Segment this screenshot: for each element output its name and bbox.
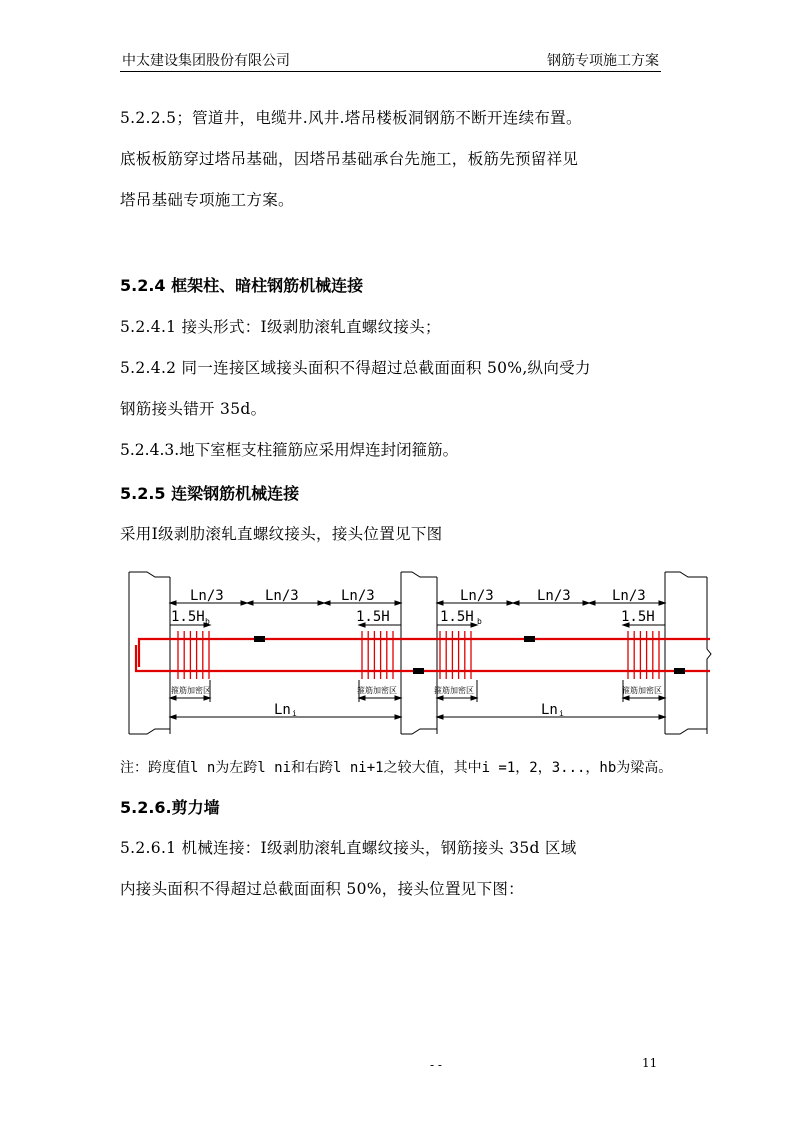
paragraph-5242-line1: 5.2.4.2 同一连接区域接头面积不得超过总截面面积 50%,纵向受力 xyxy=(120,359,591,377)
coupler-top-2 xyxy=(524,636,535,642)
paragraph-5242-line2: 钢筋接头错开 35d。 xyxy=(120,400,267,418)
dim-label-4: Ln/3 xyxy=(460,588,494,604)
zone-label-4: 箍筋加密区 xyxy=(622,686,662,695)
footer-center: - - xyxy=(430,1058,442,1072)
hook-sub-3: b xyxy=(477,617,482,626)
paragraph-5243: 5.2.4.3.地下室框支柱箍筋应采用焊连封闭箍筋。 xyxy=(120,441,459,459)
hook-sub-1: b xyxy=(205,617,210,626)
dim-label-6: Ln/3 xyxy=(612,588,646,604)
span-sub-1: i xyxy=(292,709,297,718)
coupler-top-1 xyxy=(254,636,265,642)
hook-label-2: 1.5H xyxy=(356,609,390,625)
paragraph-5225-line2: 底板板筋穿过塔吊基础，因塔吊基础承台先施工，板筋先预留祥见 xyxy=(120,150,579,168)
dim-label-5: Ln/3 xyxy=(537,588,571,604)
coupler-bottom-2 xyxy=(674,668,685,674)
span-sub-2: i xyxy=(559,709,564,718)
heading-525: 5.2.5 连梁钢筋机械连接 xyxy=(120,484,300,503)
paragraph-5225-line3: 塔吊基础专项施工方案。 xyxy=(120,191,294,209)
hook-label-4: 1.5H xyxy=(621,609,655,625)
header-company: 中太建设集团股份有限公司 xyxy=(122,53,290,69)
paragraph-5261-line1: 5.2.6.1 机械连接：Ⅰ级剥肋滚轧直螺纹接头，钢筋接头 35d 区域 xyxy=(120,839,577,857)
top-rebar xyxy=(139,639,710,667)
span-label-2: Ln xyxy=(541,702,558,718)
dim-label-1: Ln/3 xyxy=(190,588,224,604)
hook-label-3: 1.5H xyxy=(440,609,474,625)
zone-label-1: 箍筋加密区 xyxy=(171,686,211,695)
dim-label-2: Ln/3 xyxy=(265,588,299,604)
paragraph-5225-line1: 5.2.2.5；管道井，电缆井.风井.塔吊楼板洞钢筋不断开连续布置。 xyxy=(120,109,582,127)
zone-label-2: 箍筋加密区 xyxy=(357,686,397,695)
bottom-rebar xyxy=(136,645,710,671)
heading-526: 5.2.6.剪力墙 xyxy=(120,798,220,817)
coupler-bottom-1 xyxy=(413,668,424,674)
zone-label-3: 箍筋加密区 xyxy=(434,686,474,695)
header-doc-title: 钢筋专项施工方案 xyxy=(547,53,659,69)
hook-label-1: 1.5H xyxy=(171,609,205,625)
heading-524: 5.2.4 框架柱、暗柱钢筋机械连接 xyxy=(120,276,364,295)
paragraph-5241: 5.2.4.1 接头形式：Ⅰ级剥肋滚轧直螺纹接头； xyxy=(120,318,441,336)
paragraph-525: 采用Ⅰ级剥肋滚轧直螺纹接头，接头位置见下图 xyxy=(120,525,443,543)
dim-label-3: Ln/3 xyxy=(341,588,375,604)
paragraph-5261-line2: 内接头面积不得超过总截面面积 50%，接头位置见下图： xyxy=(120,880,524,898)
span-label-1: Ln xyxy=(274,702,291,718)
page-number: 11 xyxy=(642,1056,658,1070)
diagram-note: 注：跨度值l n为左跨l ni和右跨l ni+1之较大值，其中i =1，2，3...，hb为梁高。 xyxy=(120,760,673,776)
